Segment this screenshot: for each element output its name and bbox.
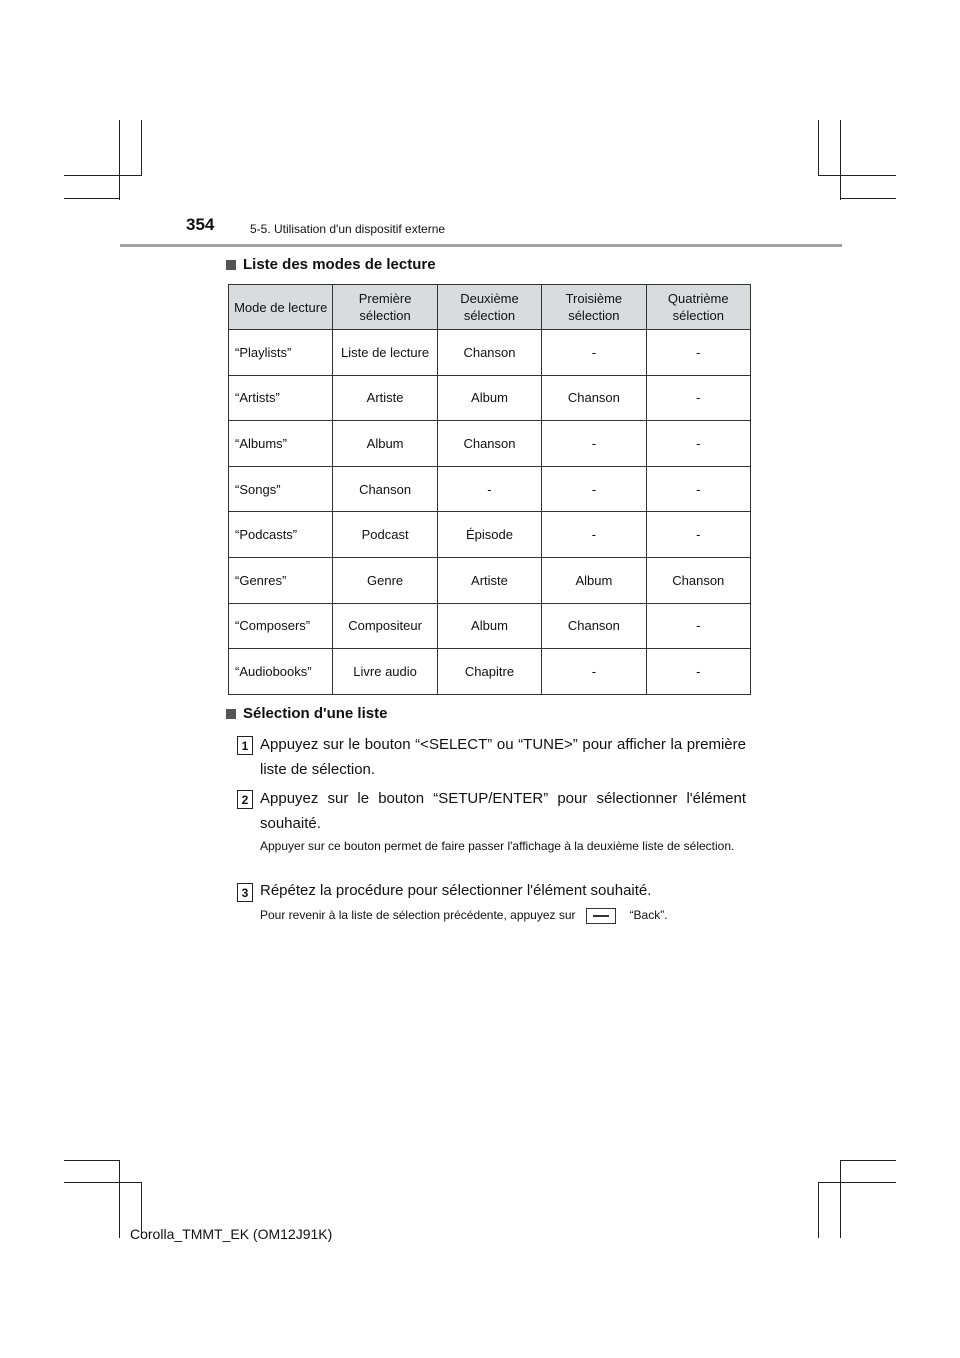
table-cell: -	[542, 330, 646, 376]
crop-mark	[818, 1182, 819, 1238]
step-note: Appuyer sur ce bouton permet de faire passer l'affichage à la deuxième liste de sélection.	[260, 839, 735, 853]
heading-text: Sélection d'une liste	[243, 705, 388, 722]
crop-mark	[64, 1160, 120, 1161]
step-number-badge: 2	[237, 790, 253, 809]
table-row	[229, 512, 751, 558]
crop-mark	[119, 120, 120, 200]
crop-mark	[840, 1160, 841, 1238]
table-cell: -	[646, 375, 750, 421]
table-header-cell: Quatrième sélection	[646, 285, 750, 330]
table-cell: Chanson	[542, 375, 646, 421]
table-cell: Podcast	[333, 512, 437, 558]
table-header-cell: Mode de lecture	[229, 285, 333, 330]
table-cell: “Songs”	[229, 466, 333, 512]
crop-mark	[840, 1160, 896, 1161]
table-row	[229, 649, 751, 695]
table-cell: Chanson	[646, 557, 750, 603]
table-cell: Genre	[333, 557, 437, 603]
table-row	[229, 557, 751, 603]
table-row	[229, 375, 751, 421]
step-note-suffix: “Back”.	[629, 908, 668, 922]
table-cell: Chanson	[542, 603, 646, 649]
table-header-cell: Deuxième sélection	[437, 285, 541, 330]
crop-mark	[818, 120, 819, 176]
table-cell: -	[646, 512, 750, 558]
page-number: 354	[186, 215, 215, 234]
square-bullet-icon	[226, 260, 236, 270]
step-note-prefix: Pour revenir à la liste de sélection précédente, appuyez sur	[260, 908, 576, 922]
play-modes-table	[228, 284, 751, 695]
crop-mark	[141, 120, 142, 176]
table-cell: Livre audio	[333, 649, 437, 695]
table-cell: “Genres”	[229, 557, 333, 603]
table-cell: “Audiobooks”	[229, 649, 333, 695]
table-cell: “Playlists”	[229, 330, 333, 376]
heading-list-selection	[226, 705, 387, 722]
back-button-icon	[586, 908, 616, 924]
table-header-cell: Première sélection	[333, 285, 437, 330]
table-header-cell: Troisième sélection	[542, 285, 646, 330]
footer-doc-id: Corolla_TMMT_EK (OM12J91K)	[130, 1226, 333, 1242]
table-cell: Épisode	[437, 512, 541, 558]
table-cell: Artiste	[437, 557, 541, 603]
step-text: Appuyez sur le bouton “<SELECT” ou “TUNE>” pour afficher la première liste de sélection.	[260, 736, 746, 778]
step-note	[260, 906, 746, 925]
heading-text: Liste des modes de lecture	[243, 256, 436, 273]
table-cell: Artiste	[333, 375, 437, 421]
step-text: Répétez la procédure pour sélectionner l'élément souhaité.	[260, 882, 652, 899]
table-cell: -	[542, 466, 646, 512]
square-bullet-icon	[226, 709, 236, 719]
table-cell: -	[646, 649, 750, 695]
crop-mark	[64, 198, 120, 199]
table-cell: -	[646, 330, 750, 376]
table-header-row	[229, 285, 751, 330]
crop-mark	[64, 175, 142, 176]
table-row	[229, 421, 751, 467]
table-cell: -	[437, 466, 541, 512]
heading-play-modes	[226, 256, 436, 273]
crop-mark	[840, 198, 896, 199]
table-cell: “Artists”	[229, 375, 333, 421]
table-cell: Chanson	[437, 330, 541, 376]
crop-mark	[818, 175, 896, 176]
table-cell: Chanson	[437, 421, 541, 467]
table-cell: -	[542, 649, 646, 695]
table-cell: “Composers”	[229, 603, 333, 649]
table-cell: -	[646, 466, 750, 512]
table-cell: Chanson	[333, 466, 437, 512]
crop-mark	[840, 120, 841, 200]
table-row	[229, 466, 751, 512]
crop-mark	[119, 1160, 120, 1238]
table-cell: Compositeur	[333, 603, 437, 649]
table-row	[229, 603, 751, 649]
table-cell: -	[646, 603, 750, 649]
table-cell: -	[646, 421, 750, 467]
step-number-badge: 3	[237, 883, 253, 902]
step-text: Appuyez sur le bouton “SETUP/ENTER” pour sélectionner l'élément souhaité.	[260, 790, 746, 832]
table-cell: “Podcasts”	[229, 512, 333, 558]
table-cell: “Albums”	[229, 421, 333, 467]
table-cell: Album	[542, 557, 646, 603]
step-number-badge: 1	[237, 736, 253, 755]
table-cell: Chapitre	[437, 649, 541, 695]
section-title: 5-5. Utilisation d'un dispositif externe	[250, 222, 446, 236]
crop-mark	[818, 1182, 896, 1183]
table-cell: Album	[333, 421, 437, 467]
table-cell: Liste de lecture	[333, 330, 437, 376]
table-cell: Album	[437, 603, 541, 649]
table-cell: Album	[437, 375, 541, 421]
crop-mark	[64, 1182, 142, 1183]
table-cell: -	[542, 512, 646, 558]
table-row	[229, 330, 751, 376]
header-rule	[120, 244, 842, 247]
table-cell: -	[542, 421, 646, 467]
